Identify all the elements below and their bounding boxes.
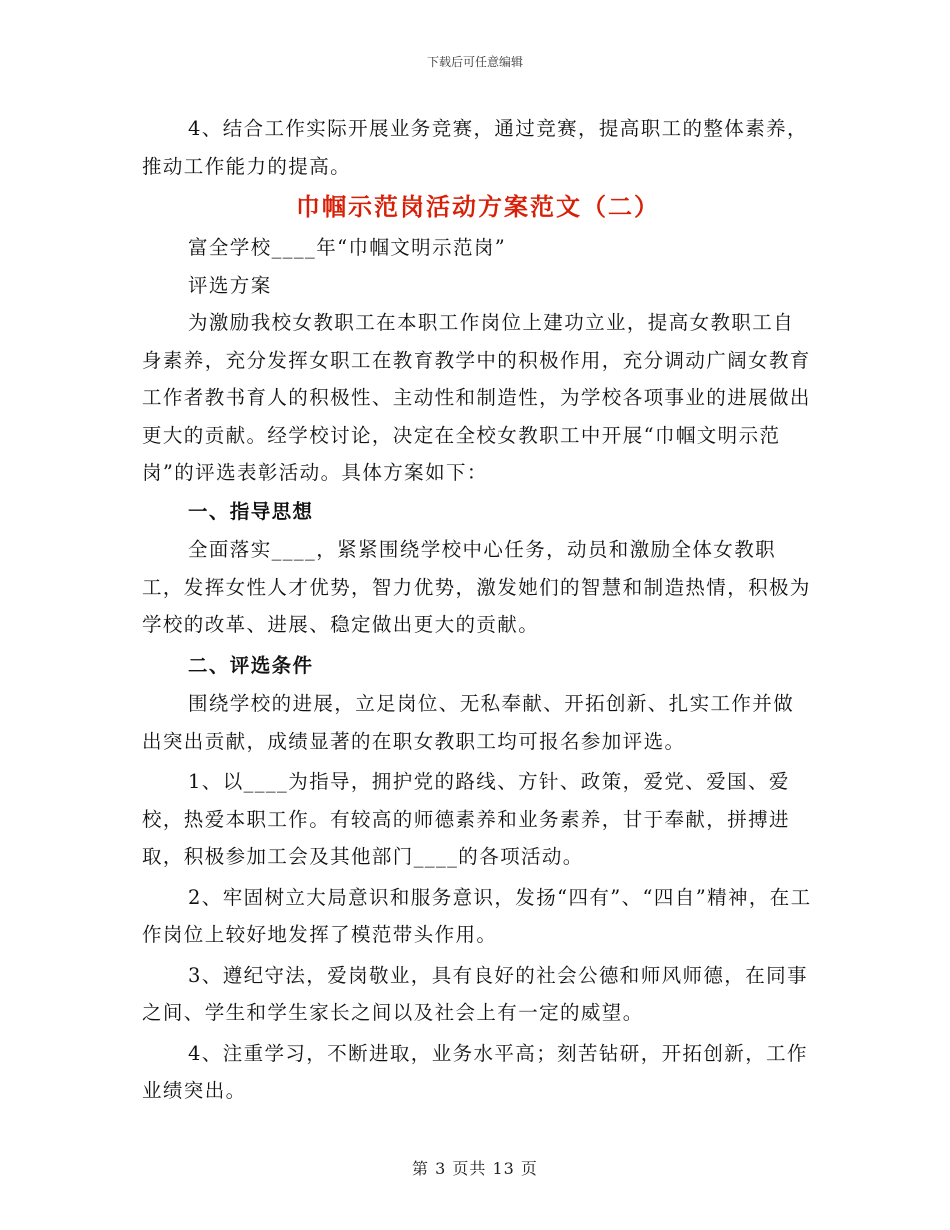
document-body bbox=[142, 110, 814, 1110]
page-footer: 第 3 页共 13 页 bbox=[412, 1159, 538, 1178]
intro-paragraph: 为激励我校女教职工在本职工作岗位上建功立业，提高女教职工自身素养，充分发挥女职工在教育教学中的积极作用，充分调动广阔女教育工作者教书育人的积极性、主动性和制造性，为学校各项事业的进展做出更大的贡献。经学校讨论，决定在全校女教职工中开展“巾帼文明示范岗”的评选表彰活动。具体方案如下： bbox=[142, 311, 811, 484]
condition-item-4: 4、注重学习，不断进取，业务水平高；刻苦钻研，开拓创新，工作业绩突出。 bbox=[142, 1041, 808, 1102]
section-heading-guiding-ideology: 一、指导思想 bbox=[188, 499, 314, 523]
document-title: 巾帼示范岗活动方案范文（二） bbox=[296, 192, 660, 221]
condition-item-2: 2、牢固树立大局意识和服务意识，发扬“四有”、“四自”精神，在工作岗位上较好地发挥了模范带头作用。 bbox=[142, 885, 812, 946]
intro-item-4: 4、结合工作实际开展业务竞赛，通过竞赛，提高职工的整体素养，推动工作能力的提高。 bbox=[142, 117, 808, 178]
subtitle-line-1: 富全学校____年“巾帼文明示范岗” bbox=[188, 236, 507, 259]
section-heading-selection-criteria: 二、评选条件 bbox=[188, 653, 314, 677]
section-paragraph: 围绕学校的进展，立足岗位、无私奉献、开拓创新、扎实工作并做出突出贡献，成绩显著的在职女教职工均可报名参加评选。 bbox=[142, 692, 795, 753]
header-note: 下载后可任意编辑 bbox=[426, 55, 523, 69]
condition-item-3: 3、遵纪守法，爱岗敬业，具有良好的社会公德和师风师德，在同事之间、学生和学生家长之间以及社会上有一定的威望。 bbox=[142, 963, 808, 1024]
section-paragraph: 全面落实____，紧紧围绕学校中心任务，动员和激励全体女教职工，发挥女性人才优势，智力优势，激发她们的智慧和制造热情，积极为学校的改革、进展、稳定做出更大的贡献。 bbox=[142, 538, 811, 636]
condition-item-1: 1、以____为指导，拥护党的路线、方针、政策，爱党、爱国、爱校，热爱本职工作。有较高的师德素养和业务素养，甘于奉献，拼搏进取，积极参加工会及其他部门____的各项活动。 bbox=[142, 770, 790, 868]
subtitle-line-2: 评选方案 bbox=[188, 273, 272, 297]
